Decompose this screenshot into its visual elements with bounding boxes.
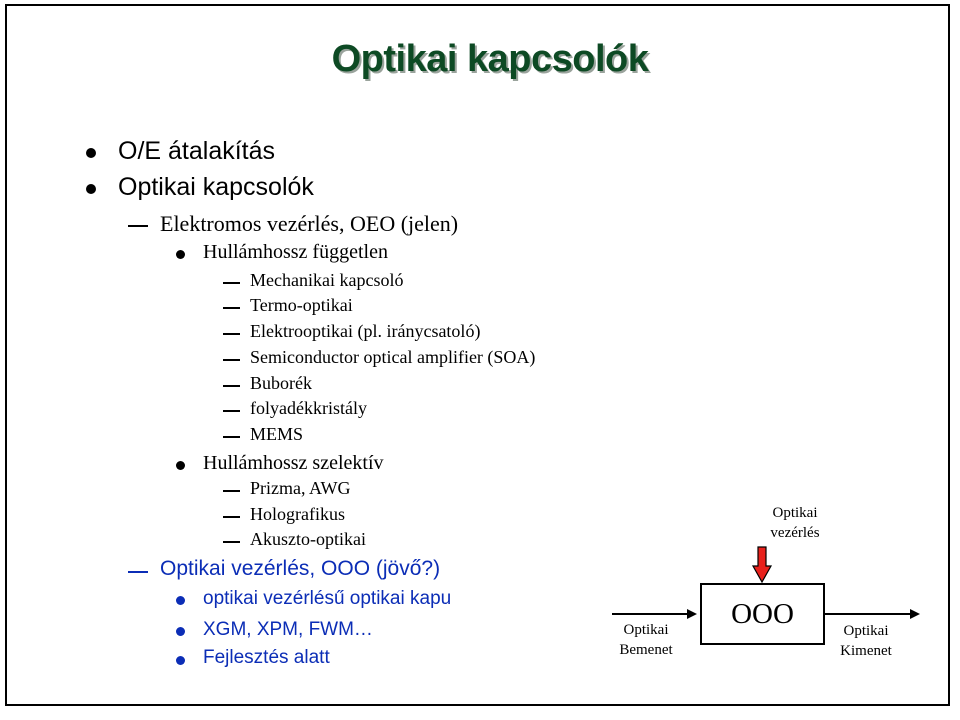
bullet-dash xyxy=(223,410,240,412)
bullet-dash xyxy=(223,436,240,438)
bullet-text: Holografikus xyxy=(250,504,345,524)
bullet-dot xyxy=(86,184,96,194)
control-label-line1: Optikai xyxy=(772,505,818,521)
bullet-dash xyxy=(128,225,148,227)
control-label xyxy=(760,503,830,543)
bullet-text: Semiconductor optical amplifier (SOA) xyxy=(250,347,536,367)
input-label-line1: Optikai xyxy=(623,622,669,638)
bullet-text: Termo-optikai xyxy=(250,295,353,315)
output-label-line2: Kimenet xyxy=(840,643,892,659)
bullet-dot xyxy=(176,250,185,259)
bullet-dot xyxy=(176,656,185,665)
output-label-line1: Optikai xyxy=(843,623,889,639)
output-label xyxy=(826,621,906,661)
bullet-text: Hullámhossz szelektív xyxy=(203,452,384,474)
bullet-dot xyxy=(86,148,96,158)
bullet-dash xyxy=(223,333,240,335)
control-label-line2: vezérlés xyxy=(770,525,820,541)
bullet-text: Optikai vezérlés, OOO (jövő?) xyxy=(160,557,441,580)
bullet-text: Akuszto-optikai xyxy=(250,529,366,549)
bullet-text: folyadékkristály xyxy=(250,398,367,418)
bullet-dash xyxy=(223,359,240,361)
bullet-text: MEMS xyxy=(250,424,304,444)
bullet-dash xyxy=(223,385,240,387)
bullet-text: Optikai kapcsolók xyxy=(118,173,314,201)
bullet-dash xyxy=(128,571,148,573)
bullet-dash xyxy=(223,516,240,518)
input-label xyxy=(606,620,686,660)
bullet-text: Elektrooptikai (pl. iránycsatoló) xyxy=(250,321,481,341)
bullet-dot xyxy=(176,627,185,636)
bullet-text: O/E átalakítás xyxy=(118,137,276,165)
bullet-dash xyxy=(223,490,240,492)
bullet-text: Buborék xyxy=(250,373,312,393)
bullet-dot xyxy=(176,461,185,470)
bullet-dash xyxy=(223,282,240,284)
bullet-text: Elektromos vezérlés, OEO (jelen) xyxy=(160,211,459,236)
slide-title: Optikai kapcsolók xyxy=(331,38,649,80)
input-label-line2: Bemenet xyxy=(619,642,673,658)
bullet-text: optikai vezérlésű optikai kapu xyxy=(203,588,452,609)
bullet-dash xyxy=(223,307,240,309)
bullet-text: Fejlesztés alatt xyxy=(203,647,330,668)
bullet-dash xyxy=(223,541,240,543)
bullet-text: Prizma, AWG xyxy=(250,478,351,498)
bullet-dot xyxy=(176,596,185,605)
bullet-text: Hullámhossz független xyxy=(203,241,388,263)
bullet-text: Mechanikai kapcsoló xyxy=(250,270,404,290)
ooo-box: OOO xyxy=(700,583,825,645)
bullet-text: XGM, XPM, FWM… xyxy=(203,619,373,640)
